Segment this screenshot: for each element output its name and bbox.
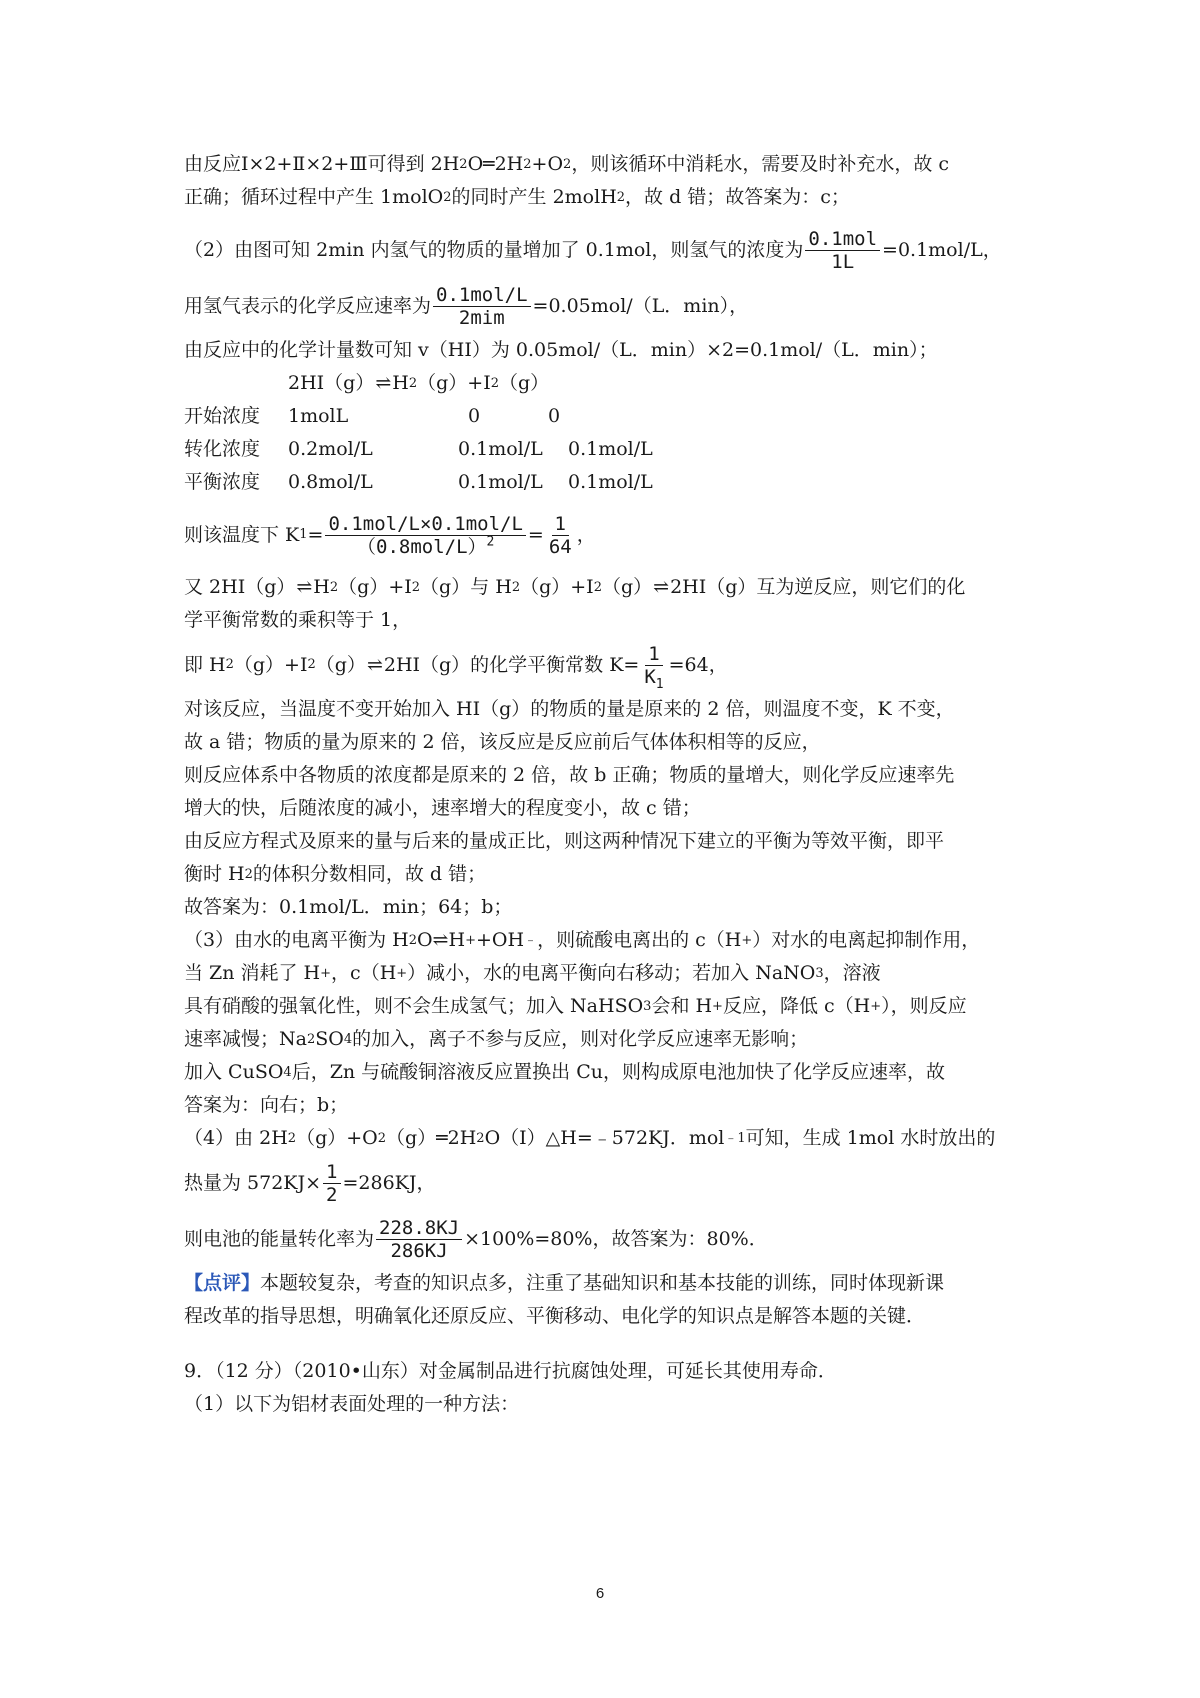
text-line: 对该反应，当温度不变开始加入 HI（g）的物质的量是原来的 2 倍，则温度不变，K 不变， bbox=[184, 698, 955, 720]
text-line: 学平衡常数的乘积等于 1， bbox=[184, 609, 412, 631]
text-line: （4）由 2H 2 （g）+O 2 （g）═2H 2 O（I）△H=﹣572KJ．mol ﹣1 可知，生成 1mol 水时放出的 bbox=[184, 1127, 996, 1149]
fraction: $\frac{1}{K_1}$ bbox=[644, 642, 664, 692]
text-line: 由反应Ⅰ×2+Ⅱ×2+Ⅲ可得到 2H 2 O═2H 2 +O 2 ，则该循环中消耗水，需要及时补充水，故 c bbox=[184, 153, 950, 175]
text-line: 具有硝酸的强氧化性，则不会生成氢气；加入 NaHSO 3 会和 H + 反应，降低 c（H + ），则反应 bbox=[184, 995, 967, 1017]
question-title: 9．（12 分）（2010•山东）对金属制品进行抗腐蚀处理，可延长其使用寿命． bbox=[184, 1360, 837, 1382]
equilibrium-arrow-icon: ⇌ bbox=[366, 653, 383, 676]
text-line: 用氢气表示的化学反应速率为 $\frac{\text{0.1mol/L}}{\text{2mim}}$ =0.05mol/（L．min）， bbox=[184, 283, 749, 329]
equation-line: 2HI（g） ⇌ H 2 （g）+I 2 （g） bbox=[184, 367, 1044, 400]
text-line: 即 H 2 （g）+I 2 （g） ⇌ 2HI（g）的化学平衡常数 K= $\frac{1}{K_1}$ =64， bbox=[184, 642, 728, 692]
text-line: 速率减慢；Na 2 SO 4 的加入，离子不参与反应，则对化学反应速率无影响； bbox=[184, 1028, 809, 1050]
text-line: 故答案为：0.1mol/L．min；64；b； bbox=[184, 896, 513, 918]
text-line: （3）由水的电离平衡为 H 2 O⇌H + +OH ﹣ ，则硫酸电离出的 c（H + ）对水的电离起抑制作用， bbox=[184, 929, 981, 951]
fraction: $\frac{\text{0.1mol/L}}{\text{2mim}}$ bbox=[433, 284, 531, 329]
equilibrium-arrow-icon: ⇌ bbox=[375, 372, 392, 394]
text-line: 则电池的能量转化率为 $\frac{228.8KJ}{286KJ}$ ×100%=80%，故答案为：80%． bbox=[184, 1216, 768, 1262]
text-line: 当 Zn 消耗了 H + ，c（H + ）减小，水的电离平衡向右移动；若加入 NaNO 3 ，溶液 bbox=[184, 962, 881, 984]
text-line: 衡时 H 2 的体积分数相同，故 d 错； bbox=[184, 863, 487, 885]
fraction: $\frac{\text{0.1mol}}{1L}$ bbox=[805, 228, 880, 273]
text-line: 答案为：向右；b； bbox=[184, 1094, 349, 1116]
text-line: 则该温度下 K 1 = $\frac{\text{0.1mol/L×0.1mol/L}}{(0.8mol/L)^2}$ = $\frac{1}{64}$ ， bbox=[184, 512, 596, 558]
text-line: （2）由图可知 2min 内氢气的物质的量增加了 0.1mol，则氢气的浓度为 $\frac{\text{0.1mol}}{1L}$ =0.1mol/L， bbox=[184, 227, 1002, 273]
fraction: $\frac{1}{2}$ bbox=[323, 1161, 340, 1206]
concentration-row-equilibrium: 平衡浓度 0.8mol/L 0.1mol/L 0.1mol/L bbox=[184, 471, 653, 493]
text-line: 故 a 错；物质的量为原来的 2 倍，该反应是反应前后气体体积相等的反应， bbox=[184, 731, 821, 753]
fraction: $\frac{228.8KJ}{286KJ}$ bbox=[376, 1217, 462, 1262]
fraction: $\frac{\text{0.1mol/L×0.1mol/L}}{(0.8mol/L)^2}$ bbox=[325, 513, 525, 558]
solution-text bbox=[184, 148, 1044, 1421]
fraction: $\frac{1}{64}$ bbox=[548, 512, 572, 558]
text-line: 热量为 572KJ× $\frac{1}{2}$ =286KJ， bbox=[184, 1160, 436, 1206]
text-line: 由反应中的化学计量数可知 v（HI）为 0.05mol/（L．min）×2=0.1mol/（L．min）； bbox=[184, 339, 938, 361]
text-line: （1）以下为铝材表面处理的一种方法： bbox=[184, 1393, 520, 1415]
concentration-row-start: 开始浓度 1molL 0 0 bbox=[184, 405, 561, 427]
page-number: 6 bbox=[595, 1585, 605, 1602]
comment-label: 【点评】 bbox=[184, 1272, 261, 1294]
equilibrium-arrow-icon: ⇌ bbox=[296, 576, 313, 598]
text-line: 增大的快，后随浓度的减小，速率增大的程度变小，故 c 错； bbox=[184, 797, 701, 819]
concentration-row-change: 转化浓度 0.2mol/L 0.1mol/L 0.1mol/L bbox=[184, 438, 653, 460]
equilibrium-arrow-icon: ⇌ bbox=[653, 576, 670, 598]
text-line: 正确；循环过程中产生 1molO 2 的同时产生 2molH 2 ，故 d 错；故答案为：c； bbox=[184, 186, 850, 208]
text-line: 又 2HI（g） ⇌ H 2 （g）+I 2 （g）与 H 2 （g）+I 2 （g） ⇌ 2HI（g）互为逆反应，则它们的化 bbox=[184, 571, 1044, 604]
text-line: 加入 CuSO 4 后，Zn 与硫酸铜溶液反应置换出 Cu，则构成原电池加快了化学反应速率，故 bbox=[184, 1061, 945, 1083]
text-line: 程改革的指导思想，明确氧化还原反应、平衡移动、电化学的知识点是解答本题的关键． bbox=[184, 1305, 926, 1327]
text-line: 则反应体系中各物质的浓度都是原来的 2 倍，故 b 正确；物质的量增大，则化学反应速率先 bbox=[184, 764, 955, 786]
text-line: 由反应方程式及原来的量与后来的量成正比，则这两种情况下建立的平衡为等效平衡，即平 bbox=[184, 830, 945, 852]
comment-line: 【点评】 本题较复杂，考查的知识点多，注重了基础知识和基本技能的训练，同时体现新课 bbox=[184, 1267, 1044, 1300]
